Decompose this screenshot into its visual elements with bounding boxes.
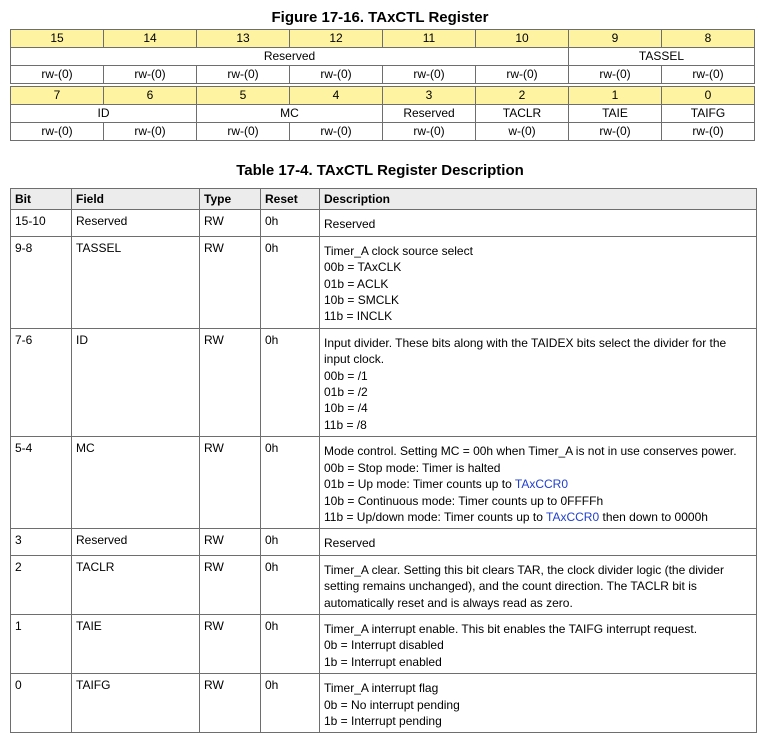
field-cell: MC [72,437,200,529]
description-cell [320,529,757,555]
field-taclr: TACLR [476,105,569,123]
lower-field-row [11,105,755,123]
type-cell: RW [200,614,261,673]
bit-cell: 15-10 [11,210,72,236]
description-cell [320,437,757,529]
access-value: rw-(0) [290,66,383,84]
field-cell: Reserved [72,529,200,555]
bit-number: 5 [197,87,290,105]
access-value: rw-(0) [197,66,290,84]
field-taie: TAIE [569,105,662,123]
upper-field-row [11,48,755,66]
bit-number: 10 [476,30,569,48]
bit-number: 12 [290,30,383,48]
bit-number: 3 [383,87,476,105]
description-line: 1b = Interrupt pending [324,713,442,728]
lower-access-row [11,123,755,141]
reset-cell: 0h [261,614,320,673]
description-line: 01b = /2 [324,385,368,400]
bit-cell: 0 [11,674,72,733]
description-line: 00b = /1 [324,368,368,383]
bit-number: 9 [569,30,662,48]
reset-cell: 0h [261,555,320,614]
reset-cell: 0h [261,210,320,236]
description-cell [320,674,757,733]
field-cell: TAIFG [72,674,200,733]
access-value: rw-(0) [104,66,197,84]
access-value: rw-(0) [104,123,197,141]
access-value: rw-(0) [290,123,383,141]
description-line-updown-mode [324,509,752,525]
type-cell: RW [200,674,261,733]
description-line-up-mode [324,476,752,492]
updown-mode-suffix: then down to 0000h [599,509,708,524]
bit-number: 15 [11,30,104,48]
up-mode-text: 01b = Up mode: Timer counts up to [324,477,515,492]
description-line: 01b = ACLK [324,276,389,291]
bit-number: 11 [383,30,476,48]
description-cell [320,328,757,436]
bit-number: 8 [662,30,755,48]
table-row [11,674,757,733]
field-reserved-upper: Reserved [11,48,569,66]
type-cell: RW [200,529,261,555]
table-row [11,555,757,614]
description-line: Timer_A clock source select [324,243,473,258]
description-line: 00b = Stop mode: Timer is halted [324,460,501,475]
access-value: rw-(0) [476,66,569,84]
access-value: rw-(0) [11,66,104,84]
type-cell: RW [200,236,261,328]
description-line: 00b = TAxCLK [324,260,402,275]
description-line: Reserved [324,217,376,232]
field-cell: ID [72,328,200,436]
description-line: 0b = No interrupt pending [324,697,460,712]
access-value: rw-(0) [569,123,662,141]
description-cell [320,614,757,673]
description-line: Timer_A interrupt enable. This bit enables the TAIFG interrupt request. [324,621,698,636]
description-cell [320,555,757,614]
reset-cell: 0h [261,236,320,328]
access-value: rw-(0) [11,123,104,141]
bit-number: 14 [104,30,197,48]
description-line: 11b = INCLK [324,309,393,324]
type-cell: RW [200,328,261,436]
col-header-description: Description [320,189,757,210]
col-header-bit: Bit [11,189,72,210]
access-value: rw-(0) [662,123,755,141]
reset-cell: 0h [261,529,320,555]
access-value: rw-(0) [662,66,755,84]
table-row [11,236,757,328]
bit-cell: 1 [11,614,72,673]
field-cell: Reserved [72,210,200,236]
register-description-table [10,188,757,733]
access-value: rw-(0) [569,66,662,84]
description-line: 11b = /8 [324,417,367,432]
field-mc: MC [197,105,383,123]
access-value: rw-(0) [197,123,290,141]
register-figure [10,29,755,141]
col-header-type: Type [200,189,261,210]
description-line: 10b = /4 [324,401,368,416]
bit-cell: 2 [11,555,72,614]
lower-bit-row [11,87,755,105]
field-taifg: TAIFG [662,105,755,123]
bit-cell: 5-4 [11,437,72,529]
bit-number: 0 [662,87,755,105]
description-line: Input divider. These bits along with the TAIDEX bits select the divider for the input clock. [324,335,727,367]
table-row [11,529,757,555]
description-line: Timer_A clear. Setting this bit clears TAR, the clock divider logic (the divider setting remains unchanged), and the count direction. The TACLR bit is automatically reset and is always read as zero. [324,562,724,610]
reset-cell: 0h [261,437,320,529]
field-cell: TASSEL [72,236,200,328]
field-tassel: TASSEL [569,48,755,66]
reset-cell: 0h [261,328,320,436]
bit-number: 7 [11,87,104,105]
description-line: Reserved [324,536,376,551]
bit-number: 2 [476,87,569,105]
bit-number: 1 [569,87,662,105]
taxccr0-link[interactable]: TAxCCR0 [514,477,569,492]
access-value: w-(0) [476,123,569,141]
type-cell: RW [200,555,261,614]
updown-mode-text: 11b = Up/down mode: Timer counts up to [324,509,547,524]
description-cell [320,210,757,236]
bit-cell: 3 [11,529,72,555]
bit-cell: 9-8 [11,236,72,328]
description-line: 0b = Interrupt disabled [324,638,444,653]
upper-access-row [11,66,755,84]
access-value: rw-(0) [383,66,476,84]
figure-title: Figure 17-16. TAxCTL Register [271,9,489,26]
access-value: rw-(0) [383,123,476,141]
description-line: 10b = Continuous mode: Timer counts up to 0FFFFh [324,493,604,508]
upper-bit-row [11,30,755,48]
col-header-field: Field [72,189,200,210]
description-line: 10b = SMCLK [324,293,400,308]
table-row [11,328,757,436]
description-line: Timer_A interrupt flag [324,681,439,696]
type-cell: RW [200,437,261,529]
field-reserved-lower: Reserved [383,105,476,123]
bit-number: 13 [197,30,290,48]
table-row [11,437,757,529]
field-cell: TAIE [72,614,200,673]
bit-number: 4 [290,87,383,105]
col-header-reset: Reset [261,189,320,210]
table-row [11,614,757,673]
description-line: 1b = Interrupt enabled [324,654,442,669]
table-title: Table 17-4. TAxCTL Register Description [236,162,524,179]
field-cell: TACLR [72,555,200,614]
table-row [11,210,757,236]
type-cell: RW [200,210,261,236]
field-id: ID [11,105,197,123]
description-cell [320,236,757,328]
description-line: Mode control. Setting MC = 00h when Timer_A is not in use conserves power. [324,444,737,459]
reset-cell: 0h [261,674,320,733]
bit-cell: 7-6 [11,328,72,436]
taxccr0-link[interactable]: TAxCCR0 [546,509,600,524]
bit-number: 6 [104,87,197,105]
table-header-row [11,189,757,210]
